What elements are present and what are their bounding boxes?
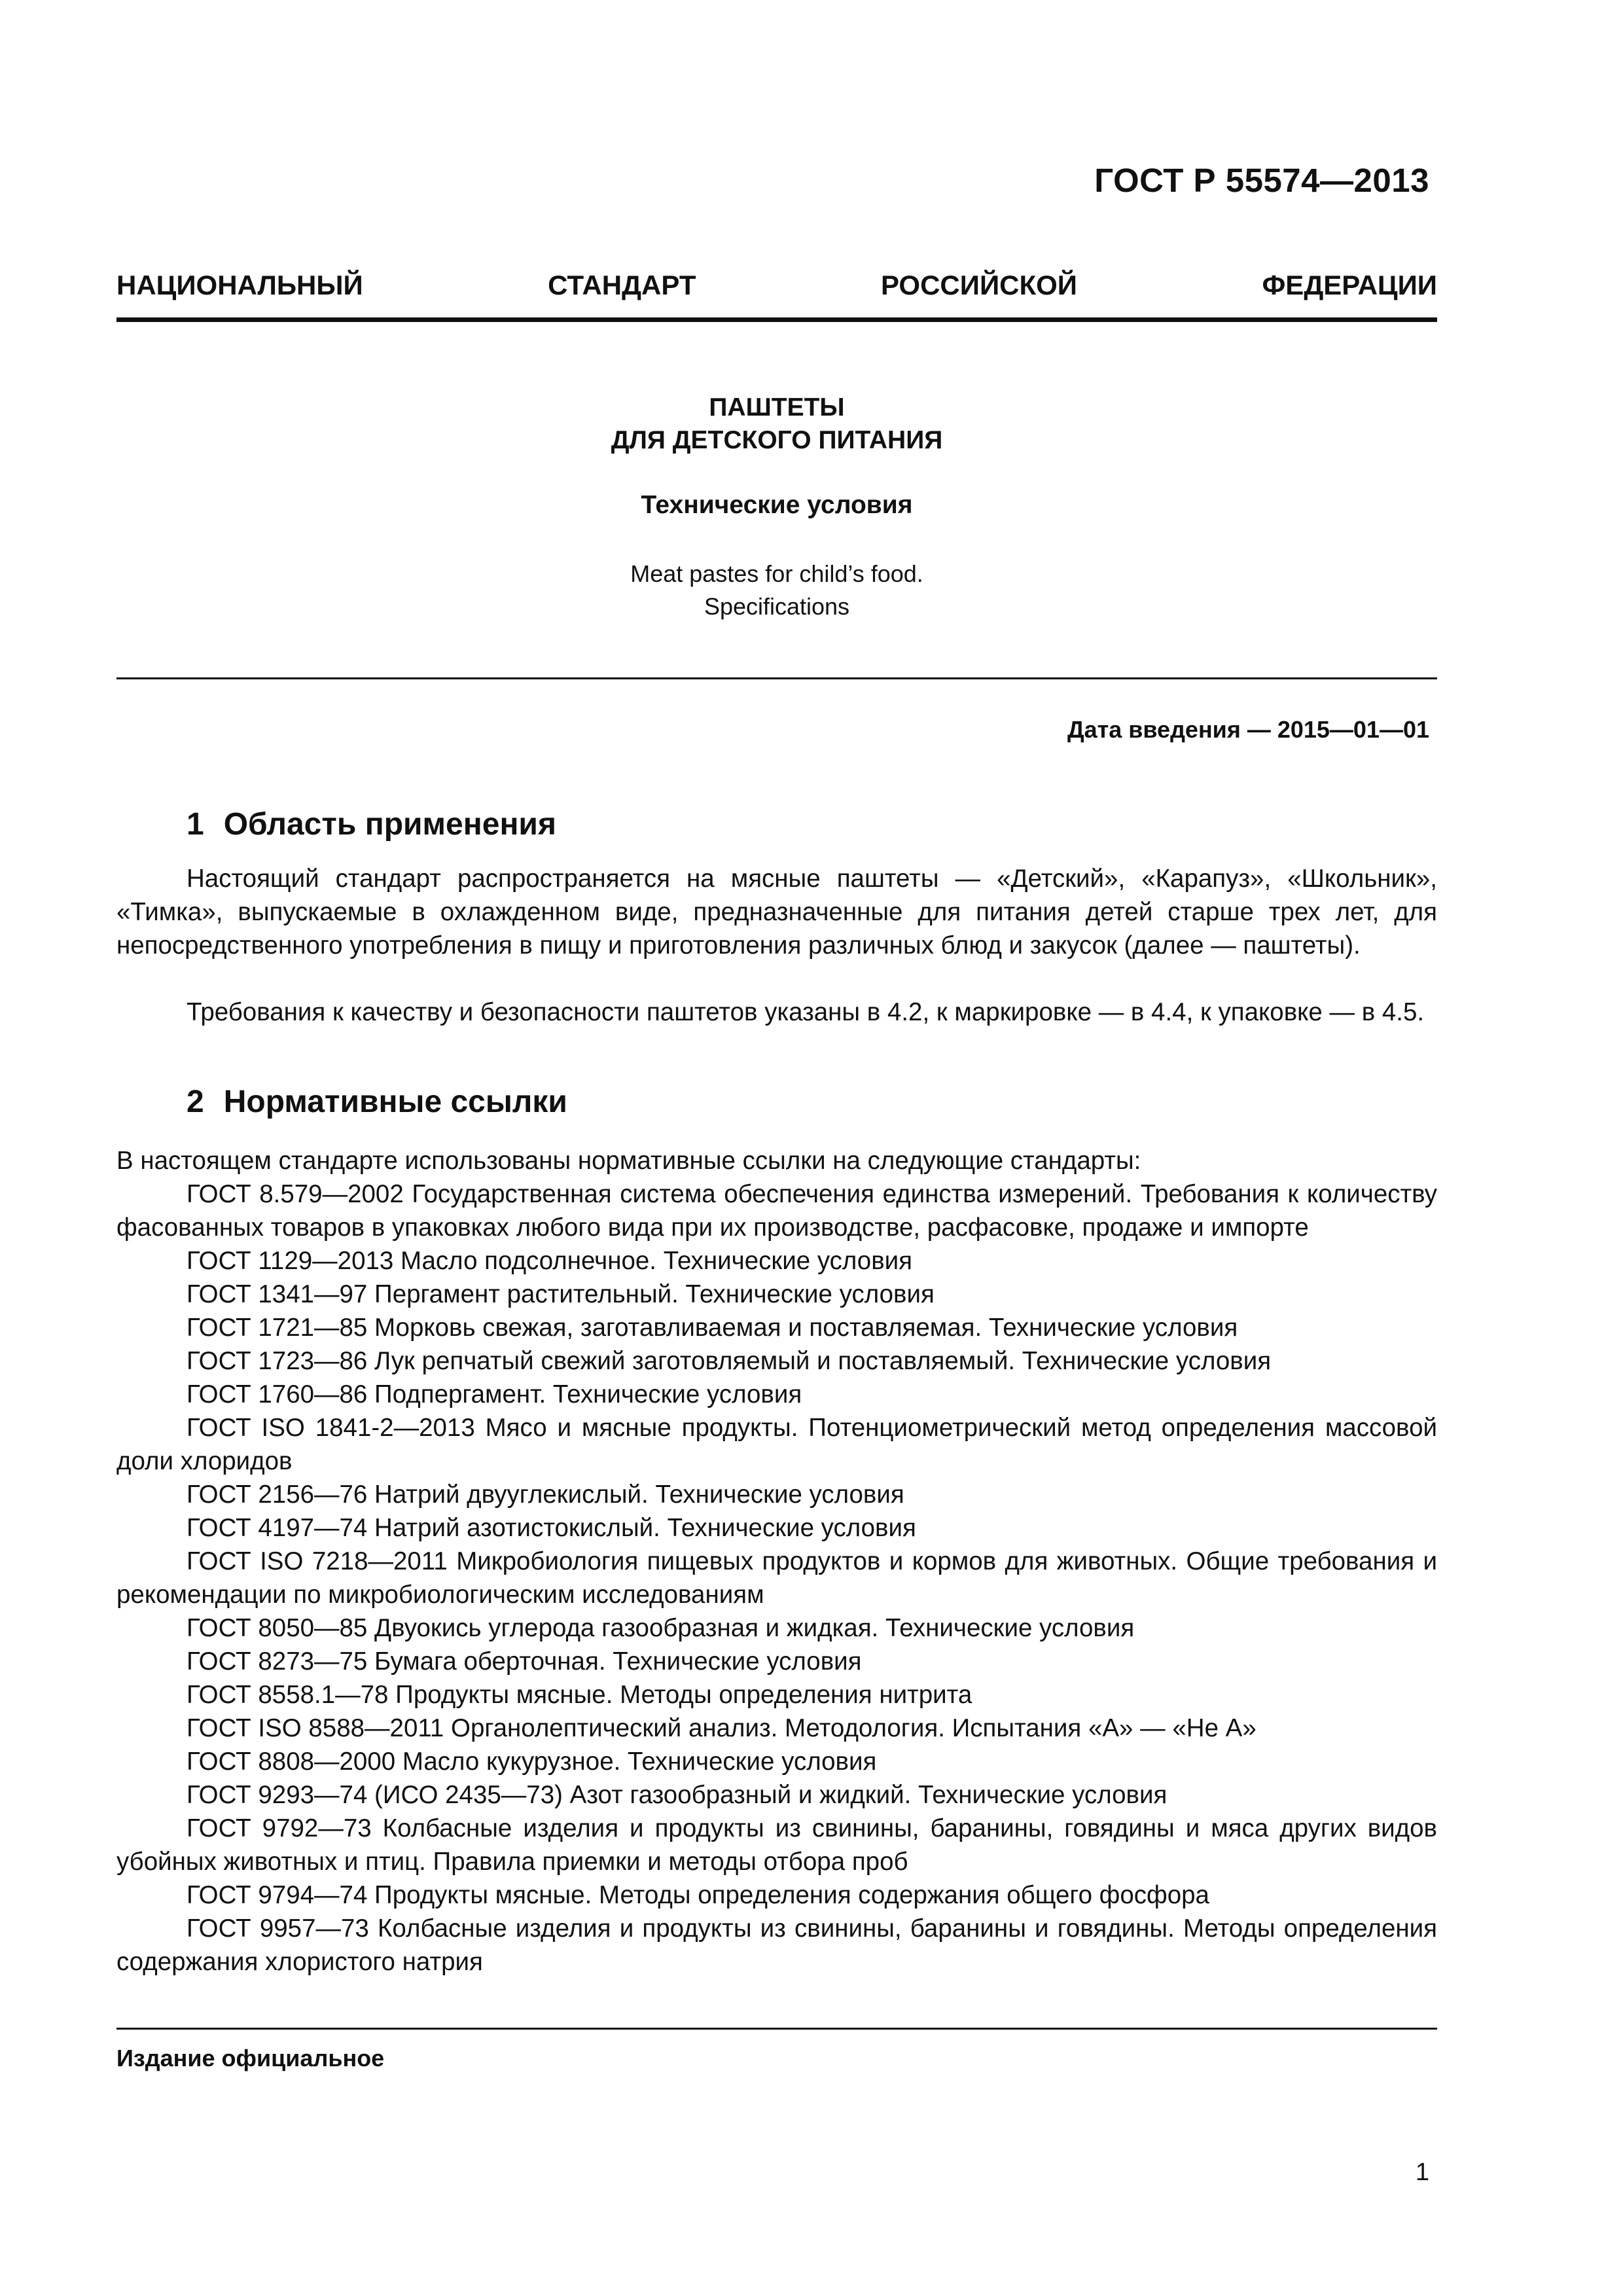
- introduction-date: Дата введения — 2015—01—01: [1067, 716, 1429, 743]
- reference-item: ГОСТ 8.579—2002 Государственная система обеспечения единства измерений. Требования к количеству фасованных товаров в упаковках любого вида при их производстве, расфасовке, продаже и импорте: [116, 1180, 1437, 1242]
- title-line: ДЛЯ ДЕТСКОГО ПИТАНИЯ: [611, 426, 943, 454]
- reference-item: ГОСТ 9794—74 Продукты мясные. Методы определения содержания общего фосфора: [187, 1881, 1209, 1909]
- section-heading: [187, 1084, 567, 1120]
- document-subtitle: Технические условия: [641, 491, 913, 519]
- references-intro: В настоящем стандарте использованы нормативные ссылки на следующие стандарты:: [116, 1147, 1141, 1175]
- reference-item: ГОСТ 1341—97 Пергамент растительный. Технические условия: [187, 1280, 935, 1308]
- reference-item: ГОСТ 8050—85 Двуокись углерода газообразная и жидкая. Технические условия: [187, 1614, 1135, 1642]
- english-title-line: Specifications: [704, 593, 850, 620]
- footer-divider: [116, 2028, 1437, 2030]
- heading-word: РОССИЙСКОЙ: [880, 270, 1077, 300]
- title-divider: [116, 677, 1437, 679]
- reference-item: ГОСТ 9792—73 Колбасные изделия и продукты из свинины, баранины, говядины и мяса других видов убойных животных и птиц. Правила приемки и методы отбора проб: [116, 1814, 1437, 1876]
- section-title: Область применения: [223, 807, 556, 842]
- heading-word: ФЕДЕРАЦИИ: [1262, 270, 1437, 300]
- paragraph: Настоящий стандарт распространяется на мясные паштеты — «Детский», «Карапуз», «Школьник», «Тимка», выпускаемые в охлажденном виде, предназначенные для питания детей старше трех лет, для непосредственного употребления в пищу и приготовления различных блюд и закусок (далее — паштеты).: [116, 865, 1437, 960]
- reference-item: ГОСТ ISO 8588—2011 Органолептический анализ. Методология. Испытания «А» — «Не А»: [187, 1714, 1257, 1742]
- heading-word: НАЦИОНАЛЬНЫЙ: [116, 270, 363, 300]
- reference-item: ГОСТ 4197—74 Натрий азотистокислый. Технические условия: [187, 1514, 916, 1542]
- references-list: [116, 1144, 1437, 1979]
- reference-item: ГОСТ 1723—86 Лук репчатый свежий заготовляемый и поставляемый. Технические условия: [187, 1347, 1272, 1375]
- reference-item: ГОСТ 8558.1—78 Продукты мясные. Методы определения нитрита: [187, 1681, 972, 1709]
- reference-item: ГОСТ 8808—2000 Масло кукурузное. Технические условия: [187, 1748, 877, 1776]
- section-number: 2: [187, 1085, 204, 1119]
- header-divider: [116, 317, 1437, 322]
- section-heading: [187, 806, 556, 842]
- title-line: ПАШТЕТЫ: [709, 393, 845, 422]
- heading-word: СТАНДАРТ: [548, 270, 696, 300]
- page-number: 1: [1415, 2159, 1429, 2186]
- reference-item: ГОСТ ISO 7218—2011 Микробиология пищевых продуктов и кормов для животных. Общие требования и рекомендации по микробиологическим исследованиям: [116, 1547, 1437, 1609]
- section-title: Нормативные ссылки: [223, 1085, 567, 1119]
- reference-item: ГОСТ 9293—74 (ИСО 2435—73) Азот газообразный и жидкий. Технические условия: [187, 1781, 1168, 1809]
- reference-item: ГОСТ 9957—73 Колбасные изделия и продукты из свинины, баранины и говядины. Методы определения содержания хлористого натрия: [116, 1914, 1437, 1976]
- national-standard-heading: [116, 270, 1437, 301]
- reference-item: ГОСТ 1129—2013 Масло подсолнечное. Технические условия: [187, 1247, 912, 1275]
- official-edition-label: Издание официальное: [116, 2045, 385, 2072]
- section-number: 1: [187, 807, 204, 842]
- standard-number: ГОСТ Р 55574—2013: [1094, 162, 1429, 199]
- reference-item: ГОСТ 2156—76 Натрий двууглекислый. Технические условия: [187, 1480, 904, 1509]
- paragraph: Требования к качеству и безопасности паштетов указаны в 4.2, к маркировке — в 4.4, к упаковке — в 4.5.: [187, 998, 1425, 1026]
- document-title: [116, 391, 1437, 457]
- english-title-line: Meat pastes for child’s food.: [630, 560, 923, 587]
- reference-item: ГОСТ ISO 1841-2—2013 Мясо и мясные продукты. Потенциометрический метод определения массовой доли хлоридов: [116, 1414, 1437, 1475]
- reference-item: ГОСТ 1721—85 Морковь свежая, заготавливаемая и поставляемая. Технические условия: [187, 1314, 1238, 1342]
- english-title: [116, 558, 1437, 623]
- reference-item: ГОСТ 8273—75 Бумага оберточная. Технические условия: [187, 1647, 862, 1676]
- reference-item: ГОСТ 1760—86 Подпергамент. Технические условия: [187, 1380, 802, 1408]
